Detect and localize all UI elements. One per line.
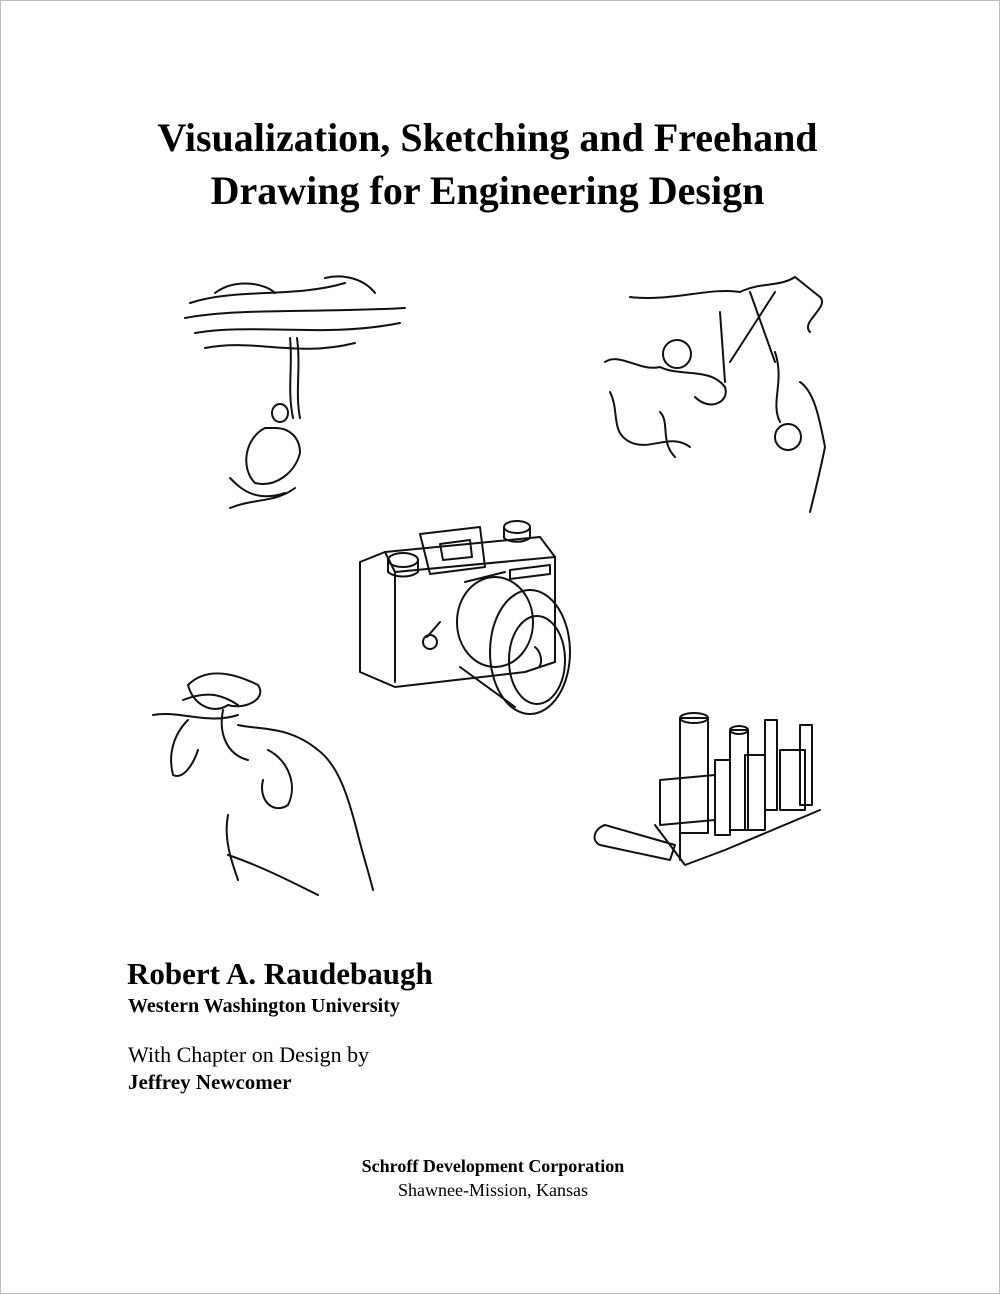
tree-sketch-illustration — [175, 268, 415, 528]
book-title-line-2: Drawing for Engineering Design — [210, 168, 765, 213]
publisher-location: Shawnee-Mission, Kansas — [398, 1180, 588, 1200]
machinery-sketch-illustration — [585, 710, 835, 880]
landscape-sketch-illustration — [600, 272, 840, 527]
author-name: Robert A. Raudebaugh — [127, 956, 433, 991]
hand-sketch-illustration — [148, 655, 378, 900]
contributor-intro: With Chapter on Design by — [128, 1042, 370, 1067]
camera-sketch-illustration — [355, 512, 580, 722]
author-affiliation: Western Washington University — [128, 995, 400, 1017]
contributor-name: Jeffrey Newcomer — [128, 1070, 292, 1094]
book-title-line-1: Visualization, Sketching and Freehand — [157, 115, 818, 160]
publisher-name: Schroff Development Corporation — [361, 1156, 625, 1176]
